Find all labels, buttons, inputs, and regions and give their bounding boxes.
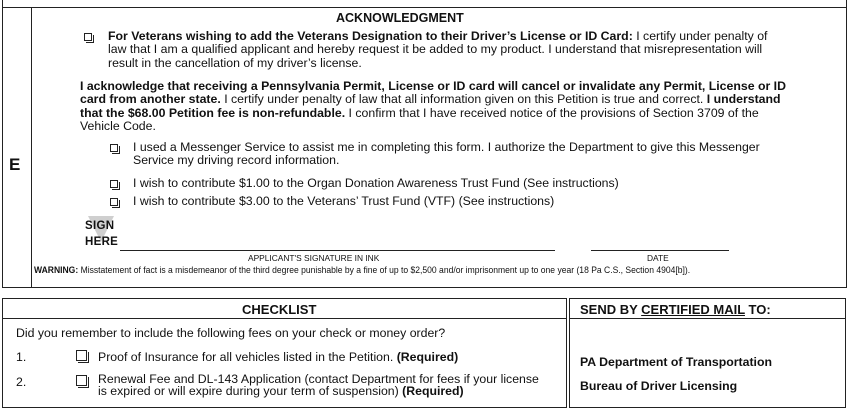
checklist-item-2 [98,373,539,397]
date-line[interactable] [591,250,729,251]
signature-line[interactable] [120,250,555,251]
veterans-trust-fund-text: I wish to contribute $3.00 to the Veterans’ Trust Fund (VTF) (See instructions) [133,194,555,208]
ack-line-3-bold: that the $68.00 Petition fee is non-refundable. [80,105,346,120]
section-letter-column [2,7,32,288]
checklist-item-1-text: Proof of Insurance for all vehicles listed in the Petition. [98,350,397,364]
messenger-service-text [133,141,760,168]
mail-title-post: TO: [744,302,771,317]
veterans-line-2: law that I am a qualified applicant and hereby request it be added to my product. I understand that misrepresentation will [108,42,763,57]
veterans-designation-checkbox[interactable] [84,33,92,41]
checklist-item-1-required: (Required) [396,350,459,364]
warning-body: Misstatement of fact is a misdemeanor of the third degree punishable by a fine of up to $2,500 and/or imprisonment up to one year (18 Pa C.S., Section 4904[b]). [78,265,691,275]
messenger-line-2: Service my driving record information. [133,153,340,168]
ack-line-2-bold-end: I understand [703,92,781,107]
organ-donation-checkbox[interactable] [110,180,118,188]
veterans-bold: For Veterans wishing to add the Veterans Designation to their Driver’s License or ID Card: [108,29,633,43]
veterans-rest: I certify under penalty of [632,29,768,43]
checklist-item-1-number: 1. [16,350,27,364]
veterans-trust-fund-checkbox[interactable] [110,198,118,206]
sign-label: SIGN [85,220,115,232]
veterans-line-3: result in the cancellation of my driver’s license. [108,55,362,70]
checklist-question: Did you remember to include the following fees on your check or money order? [16,326,446,340]
veterans-designation-text [108,30,808,70]
mail-line-1: PA Department of Transportation [580,355,772,369]
renewal-fee-checkbox[interactable] [76,375,87,386]
acknowledgment-paragraph [80,80,810,134]
ack-line-1: I acknowledge that receiving a Pennsylvania Permit, License or ID card will cancel or invalidate any Permit, License or ID [80,79,786,93]
ack-line-4: Vehicle Code. [80,119,156,134]
signature-label: APPLICANT'S SIGNATURE IN INK [248,253,380,263]
checklist-header-rule [2,318,567,319]
mail-title-pre: SEND BY [580,302,642,317]
section-letter: E [9,155,21,174]
top-rule [2,7,847,8]
ack-line-3-rest: I confirm that I have received notice of the provisions of Section 3709 of the [345,105,759,120]
organ-donation-text: I wish to contribute $1.00 to the Organ Donation Awareness Trust Fund (See instructions) [133,176,619,190]
warning-text [34,265,690,275]
checklist-item-1 [98,350,458,364]
checklist-item-2-line-2: is expired or will expire during your term of suspension) [98,384,403,398]
checklist-item-2-required: (Required) [402,384,464,398]
checklist-item-2-number: 2. [16,375,27,389]
mail-line-2: Bureau of Driver Licensing [580,379,738,393]
checklist-item-2-line-1: Renewal Fee and DL-143 Application (contact Department for fees if your license [98,372,539,386]
mail-title [580,302,771,317]
messenger-service-checkbox[interactable] [110,144,118,152]
insurance-checkbox[interactable] [76,350,87,361]
here-label: HERE [85,236,119,248]
date-label: DATE [647,253,669,263]
ack-line-2-rest: I certify under penalty of law that all information given on this Petition is true and correct. [220,92,704,107]
warning-label: WARNING: [34,265,79,275]
mail-header-rule [569,318,846,319]
checklist-title: CHECKLIST [242,302,317,317]
mail-title-underline: CERTIFIED MAIL [641,302,745,317]
ack-line-2-bold: card from another state. [80,92,221,107]
messenger-line-1: I used a Messenger Service to assist me in completing this form. I authorize the Department to give this Messenger [133,140,760,154]
acknowledgment-heading: ACKNOWLEDGMENT [336,11,464,25]
